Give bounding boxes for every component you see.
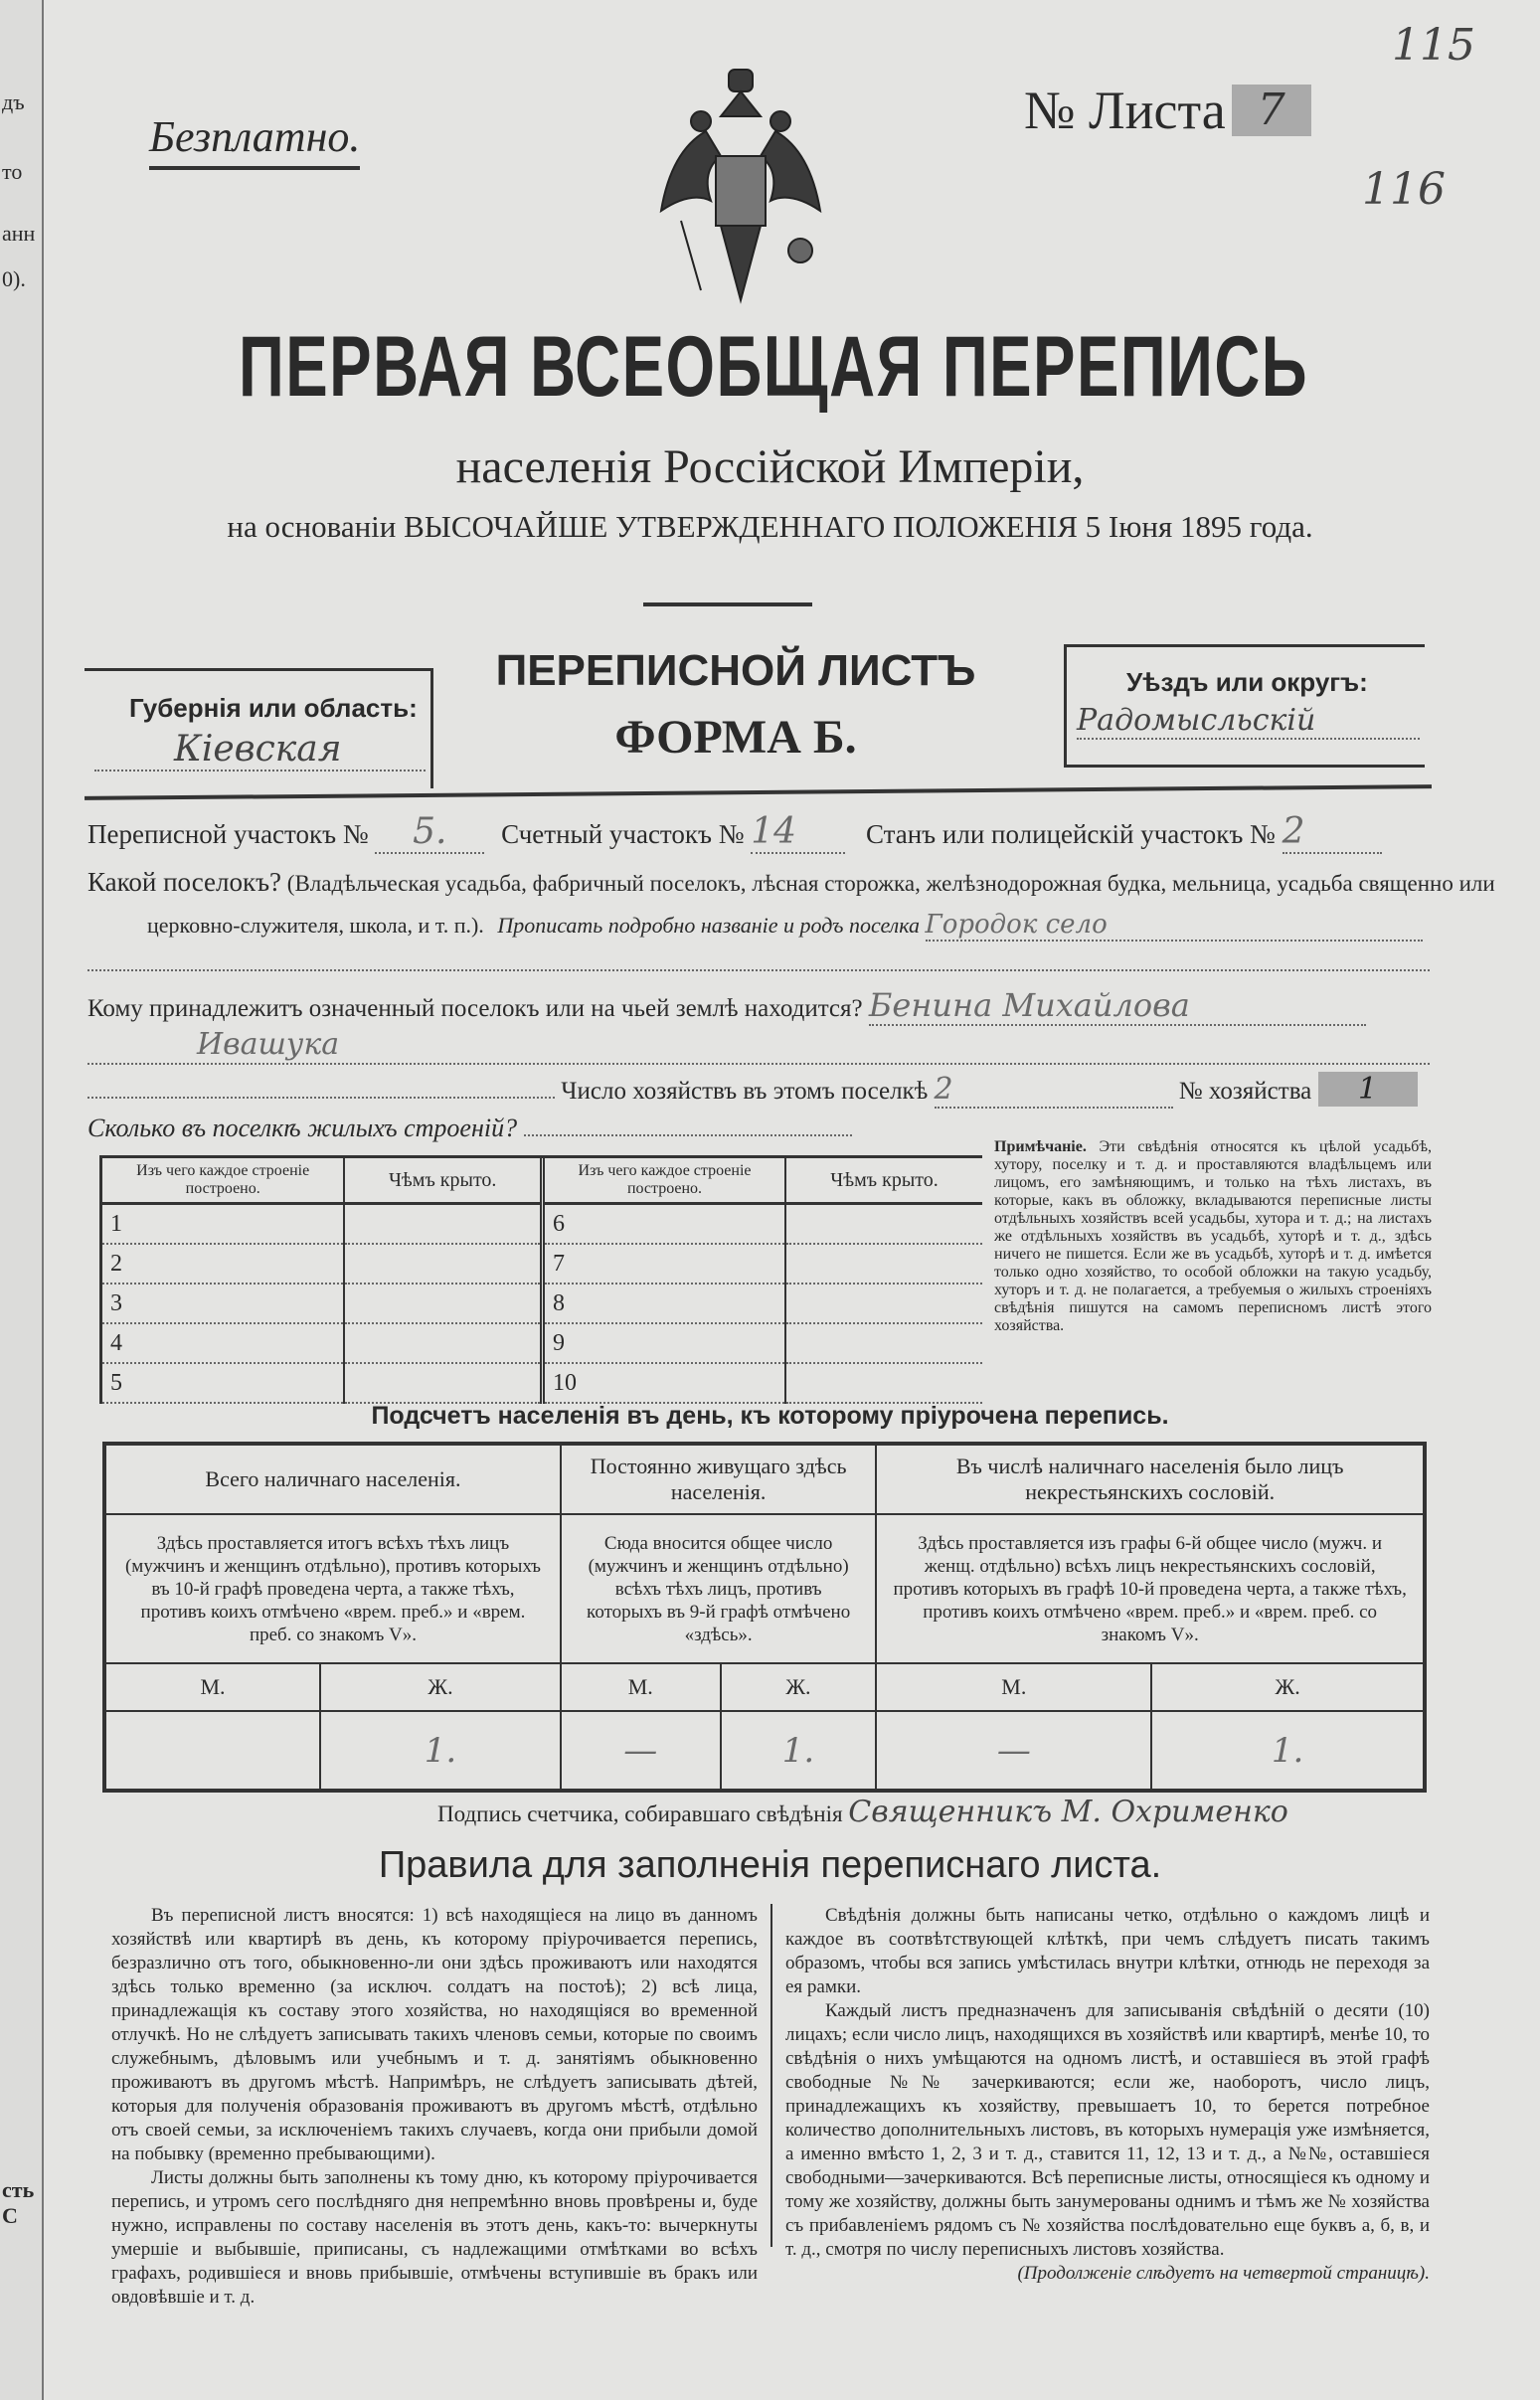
column-header: Изъ чего каждое строеніе построено. [545,1158,785,1204]
row-number: 5 [102,1363,344,1403]
signature-label: Подпись счетчика, собиравшаго свѣдѣнія [437,1801,843,1826]
imperial-eagle-emblem [651,62,830,310]
settlement-hint: (Владѣльческая усадьба, фабричный поселокъ, лѣсная сторожка, желѣзнодорожная будка, мельница, усадьба священно или [286,871,1495,896]
column-description: Здѣсь проставляется итогъ всѣхъ тѣхъ лицъ (мужчинъ и женщинъ отдѣльно), противъ которыхъ въ 10-й графѣ проведена черта, а также тѣхъ, противъ коихъ отмѣчено «врем. преб.» и «врем. преб. со знакомъ V». [104,1514,561,1663]
census-title: ПЕРВАЯ ВСЕОБЩАЯ ПЕРЕПИСЬ [239,319,1309,415]
table-row [102,1204,543,1245]
female-count: 1. [721,1711,877,1791]
rules-paragraph: Каждый листъ предназначенъ для записыванія свѣдѣній о десяти (10) лицахъ; если число лицъ, находящихся въ хозяйствѣ или квартирѣ, менѣе 10, то свѣдѣнія о нихъ умѣщаются на одномъ листѣ, и оставшіеся въ этой графѣ свободные №№ зачеркиваются; если же, наоборотъ, число лицъ, принадлежащихъ къ хозяйству, превышаетъ 10, то берется потребное количество дополнительныхъ листовъ, въ которыхъ нумерація уже измѣняется, а именно вмѣсто 1, 2, 3 и т. д., ставится 11, 12, 13 и т. д., а №№, оставшіеся свободными—зачеркиваются. Всѣ переписные листы, относящіеся къ одному и тому же хозяйству, должны быть занумерованы однимъ и тѣмъ же № хозяйства съ прибавленіемъ рядомъ съ № хозяйства послѣдовательно еще буквъ а, б, в, и т. д., смотря по числу переписныхъ листовъ хозяйства. [785,2000,1430,2260]
edge-fragment: то [2,159,23,184]
settlement-hint: Прописать подробно названіе и родъ поселка [497,913,921,938]
column-header: Изъ чего каждое строеніе построено. [102,1158,344,1204]
row-number: 4 [102,1323,344,1363]
row-number: 3 [102,1284,344,1323]
households-line [87,1072,1418,1109]
archive-number: 115 [1392,20,1475,71]
rules-paragraph: Свѣдѣнія должны быть написаны четко, отдѣльно о каждомъ лицѣ и каждое въ соотвѣтствующей клѣткѣ, при чемъ слѣдуетъ писать такимъ образомъ, чтобы вся запись умѣстилась внутри клѣтки, отнюдь не переходя за ея рамки. [785,1905,1430,1997]
rules-left-column [111,1904,758,2310]
male-count: — [876,1711,1151,1791]
buildings-line [87,1114,852,1143]
archive-number: 116 [1362,164,1446,215]
column-title: Всего наличнаго населенія. [104,1444,561,1514]
count-section-label: Счетный участокъ № [501,819,745,849]
buildings-label: Сколько въ поселкѣ жилыхъ строеній? [87,1114,518,1142]
sheet-number-field [1024,80,1311,141]
owner-value-continued: Ивашука [87,1027,1430,1065]
note-title: Примѣчаніе. [994,1138,1087,1155]
settlement-line [87,867,1495,898]
column-description: Здѣсь проставляется изъ графы 6-й общее число (мужч. и женщ. отдѣльно) всѣхъ лицъ некрестьянскихъ сословій, противъ которыхъ въ графѣ 10-й проведена черта, а также тѣхъ, противъ коихъ отмѣчено «врем. преб.» и «врем. преб. со знакомъ V». [876,1514,1425,1663]
district-value: Радомысльскій [1077,703,1420,740]
police-section-value: 2 [1283,811,1382,854]
police-section-label: Станъ или полицейскій участокъ № [865,819,1276,849]
rules-paragraph: Въ переписной листъ вносятся: 1) всѣ находящіеся на лицо въ данномъ хозяйствѣ или квартирѣ въ день, къ которому пріурочивается перепись, безразлично отъ того, обыкновенно-ли они здѣсь проживаютъ или находятся здѣсь только временно (за исключ. солдатъ на постоѣ); 2) всѣ лица, принадлежащія къ составу этого хозяйства, но находящіяся во временной отлучкѣ. Но не слѣдуетъ записывать такихъ членовъ семьи, которые по своимъ служебнымъ, дѣловымъ или учебнымъ и т. д. занятіямъ обыкновенно проживаютъ въ другомъ мѣстѣ. Напримѣръ, не слѣдуетъ записывать дѣтей, которыя для полученія образованія проживаютъ въ другомъ мѣстѣ, отдѣльно отъ своей семьи, за исключеніемъ такихъ случаевъ, когда они прибыли домой на побывку (временно пребывающими). [111,1905,758,2164]
census-basis: на основаніи ВЫСОЧАЙШЕ УТВЕРЖДЕННАГО ПОЛОЖЕНІЯ 5 Іюня 1895 года. [227,509,1313,544]
dwellings-table [99,1155,982,1404]
row-number: 6 [545,1204,785,1245]
row-number: 2 [102,1244,344,1284]
table-row [545,1284,982,1323]
column-divider [770,1904,772,2247]
settlement-label: Какой поселокъ? [87,867,282,897]
table-row [545,1204,982,1245]
table-row [545,1323,982,1363]
district-box [1064,644,1425,768]
female-count: 1. [320,1711,561,1791]
owner-label: Кому принадлежитъ означенный поселокъ или на чьей землѣ находится? [87,995,863,1022]
note-block [994,1138,1432,1335]
column-header: Чѣмъ крыто. [785,1158,982,1204]
census-subtitle: населенія Россійской Имперіи, [455,440,1085,493]
male-count: — [561,1711,721,1791]
province-value: Кіевская [94,729,426,771]
edge-fragment: анн [2,221,36,246]
sheet-number-value: 7 [1232,85,1311,136]
households-value: 2 [935,1072,1173,1109]
population-table [102,1442,1427,1793]
female-header: Ж. [1151,1663,1425,1711]
column-header: Чѣмъ крыто. [344,1158,542,1204]
rules-paragraph: Листы должны быть заполнены къ тому дню, къ которому пріурочивается перепись, и утромъ сего послѣдняго дня непремѣнно вновь провѣрены и, буде нужно, исправлены по составу населенія въ этотъ день, какъ-то: вычеркнуты умершіе и выбывшіе, приписаны, съ надлежащими отмѣтками во всѣхъ графахъ, родившіеся и вновь прибывшіе, отмѣчены вступившіе въ бракъ или овдовѣвшіе и т. д. [111,2167,758,2308]
row-number: 7 [545,1244,785,1284]
owner-line [87,986,1366,1026]
table-row [545,1244,982,1284]
count-section-value: 14 [751,811,845,854]
form-name: ФОРМА Б. [614,711,857,764]
column-description: Сюда вносится общее число (мужчинъ и женщинъ отдѣльно) всѣхъ тѣхъ лицъ, противъ которыхъ въ 9-й графѣ отмѣчено «здѣсь». [561,1514,876,1663]
female-count: 1. [1151,1711,1425,1791]
dwellings-table-right [545,1158,982,1404]
households-label: Число хозяйствъ въ этомъ поселкѣ [561,1078,929,1105]
edge-fragment: сть С [2,2177,35,2228]
form-title: ПЕРЕПИСНОЙ ЛИСТЪ [495,646,976,695]
male-header: М. [876,1663,1151,1711]
signature-line [437,1795,1288,1829]
district-label: Уѣздъ или округъ: [1126,667,1368,697]
section-line [87,811,1382,854]
male-count [104,1711,320,1791]
form-title-block [437,646,1034,765]
column-title: Постоянно живущаго здѣсь населенія. [561,1444,876,1514]
population-heading: Подсчетъ населенія въ день, къ которому пріурочена перепись. [371,1402,1169,1430]
free-of-charge-label: Безплатно. [149,111,360,170]
dwellings-table-left [102,1158,545,1404]
table-row [545,1363,982,1403]
household-number-label: № хозяйства [1178,1078,1312,1105]
settlement-value: Городок село [926,910,1423,942]
adjacent-page-strip [0,0,44,2400]
census-section-value: 5. [375,811,484,854]
province-label: Губернія или область: [129,693,418,723]
table-row [102,1284,543,1323]
table-row [102,1363,543,1403]
rules-heading: Правила для заполненія переписнаго листа. [378,1844,1162,1886]
dotted-line [87,969,1430,971]
male-header: М. [561,1663,721,1711]
sheet-number-label: № Листа [1024,81,1226,140]
continued-note: (Продолженіе слѣдуетъ на четвертой страницѣ). [1017,2263,1430,2284]
row-number: 1 [102,1204,344,1245]
divider [643,602,812,606]
owner-value: Бенина Михайлова [869,986,1366,1026]
edge-fragment: 0). [2,266,26,291]
rules-right-column [785,1904,1430,2286]
male-header: М. [104,1663,320,1711]
row-number: 9 [545,1323,785,1363]
edge-fragment: дъ [2,89,25,114]
note-text: Эти свѣдѣнія относятся къ цѣлой усадьбѣ, хутору, поселку и т. д. и проставляются владѣльцемъ или лицомъ, его замѣняющимъ, и только на тѣхъ листахъ, въ которые, какъ въ обложку, вкладываются переписные листы отдѣльныхъ хозяйствъ всей усадьбы, хутора и т. д.; на листахъ же отдѣльныхъ хозяйствъ въ усадьбѣ, хуторѣ и т. д., здѣсь ничего не пишется. Если же въ усадьбѣ, хуторѣ и т. д. имѣется только одно хозяйство, то особой обложки на такую усадьбу, хуторъ и т. д. не полагается, а требуемыя о жилыхъ строеніяхъ свѣдѣнія пишутся на самомъ переписномъ листѣ этого хозяйства. [994,1138,1432,1334]
province-box [85,668,433,788]
enumerator-signature: Священникъ М. Охрименко [848,1795,1288,1829]
column-title: Въ числѣ наличнаго населенія было лицъ некрестьянскихъ сословій. [876,1444,1425,1514]
female-header: Ж. [721,1663,877,1711]
household-number-value: 1 [1318,1072,1418,1107]
settlement-hint: церковно-служителя, школа, и т. п.). [147,913,484,938]
table-row [102,1323,543,1363]
row-number: 10 [545,1363,785,1403]
female-header: Ж. [320,1663,561,1711]
table-row [102,1244,543,1284]
settlement-line-2 [147,910,1430,942]
row-number: 8 [545,1284,785,1323]
census-section-label: Переписной участокъ № [87,819,369,849]
